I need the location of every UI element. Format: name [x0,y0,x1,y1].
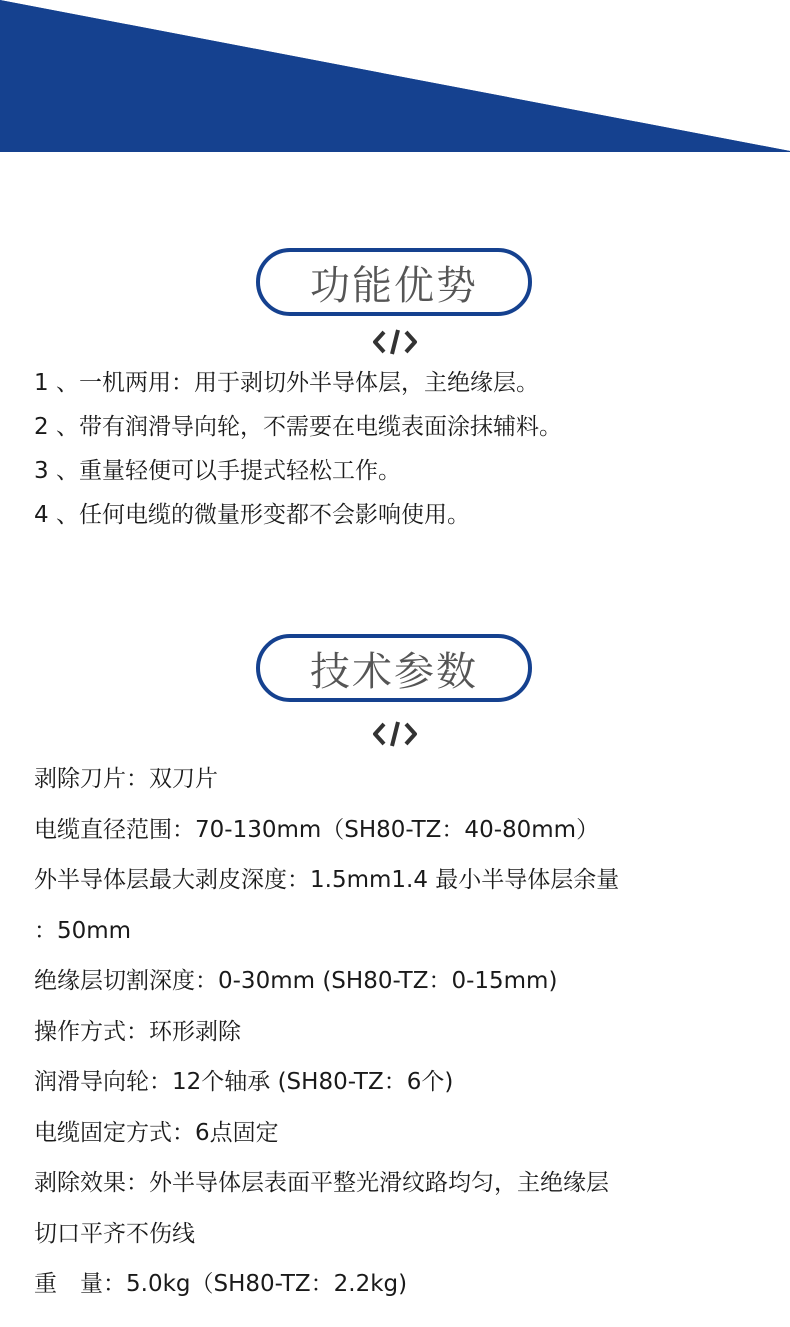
spec-line: 润滑导向轮：12个轴承 (SH80-TZ：6个) [34,1069,454,1095]
spec-line: 重 量：5.0kg（SH80-TZ：2.2kg) [34,1271,408,1297]
list-item: 4 、任何电缆的微量形变都不会影响使用。 [34,502,470,528]
spec-line: ：50mm [34,917,132,944]
spec-line: 外半导体层最大剥皮深度：1.5mm1.4 最小半导体层余量 [34,867,620,893]
spec-line: 剥除刀片：双刀片 [34,766,218,792]
spec-line: 绝缘层切割深度：0-30mm (SH80-TZ：0-15mm) [34,968,558,994]
code-icon [372,327,418,357]
spec-line: 切口平齐不伤线 [34,1220,195,1247]
list-item: 2 、带有润滑导向轮，不需要在电缆表面涂抹辅料。 [34,414,562,440]
header-banner [0,0,790,152]
list-item: 1 、一机两用：用于剥切外半导体层，主绝缘层。 [34,370,539,396]
advantages-title: 功能优势 [256,248,532,316]
spec-line: 电缆直径范围：70-130mm（SH80-TZ：40-80mm） [34,816,600,843]
spec-line: 电缆固定方式：6点固定 [34,1119,279,1146]
code-icon [372,719,418,749]
specs-title: 技术参数 [256,634,532,702]
advantages-list [34,361,562,537]
list-item: 3 、重量轻便可以手提式轻松工作。 [34,458,401,484]
specs-list [34,754,619,1310]
spec-line: 操作方式：环形剥除 [34,1018,241,1045]
spec-line: 剥除效果：外半导体层表面平整光滑纹路均匀，主绝缘层 [34,1170,609,1196]
